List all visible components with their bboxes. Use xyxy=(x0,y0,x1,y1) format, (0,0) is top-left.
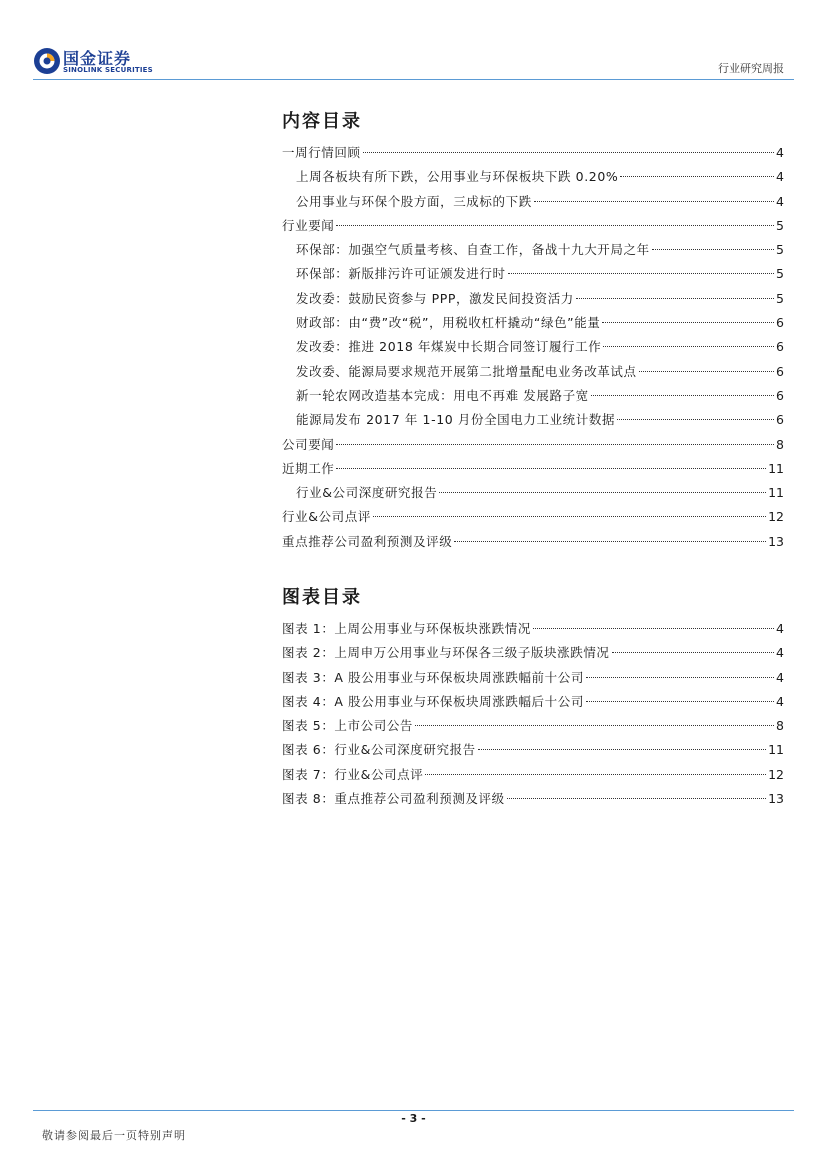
toc-entry[interactable] xyxy=(282,530,784,554)
figure-entry[interactable] xyxy=(282,690,784,714)
toc-entry[interactable] xyxy=(282,190,784,214)
figure-entry[interactable] xyxy=(282,666,784,690)
figure-entry-page[interactable]: 4 xyxy=(776,621,784,636)
figure-entry-page[interactable]: 4 xyxy=(776,693,784,709)
toc-list xyxy=(282,141,784,554)
toc-entry-page[interactable]: 6 xyxy=(776,339,784,355)
company-logo xyxy=(33,47,163,79)
dot-leader xyxy=(425,774,766,775)
logo-mark-icon xyxy=(33,47,61,75)
toc-entry-page[interactable]: 4 xyxy=(776,169,784,185)
toc-entry-page[interactable]: 6 xyxy=(776,412,784,428)
dot-leader xyxy=(586,701,774,702)
figure-entry-page[interactable]: 12 xyxy=(768,766,784,782)
toc-entry-title[interactable]: 行业要闻 xyxy=(282,217,335,233)
figure-entry-page[interactable]: 13 xyxy=(768,791,784,807)
logo-english-text: SINOLINK SECURITIES xyxy=(63,66,153,74)
page-number: - 3 - xyxy=(401,1112,426,1125)
toc-entry-title[interactable]: 环保部：加强空气质量考核、自查工作，备战十九大开局之年 xyxy=(296,242,650,258)
toc-entry-title[interactable]: 能源局发布 2017 年 1-10 月份全国电力工业统计数据 xyxy=(296,412,616,428)
toc-entry[interactable] xyxy=(282,311,784,335)
toc-entry[interactable] xyxy=(282,214,784,238)
toc-entry-title[interactable]: 环保部：新版排污许可证颁发进行时 xyxy=(296,266,506,282)
figure-entry-page[interactable]: 11 xyxy=(768,742,784,758)
toc-entry-page[interactable]: 6 xyxy=(776,363,784,379)
toc-entry[interactable] xyxy=(282,287,784,311)
toc-entry-title[interactable]: 发改委、能源局要求规范开展第二批增量配电业务改革试点 xyxy=(296,363,637,379)
header-divider xyxy=(33,79,794,80)
dot-leader xyxy=(373,516,766,517)
toc-entry-title[interactable]: 行业&公司深度研究报告 xyxy=(296,485,438,501)
dot-leader xyxy=(454,541,766,542)
toc-entry[interactable] xyxy=(282,481,784,505)
toc-entry[interactable] xyxy=(282,262,784,286)
footer-divider xyxy=(33,1110,794,1111)
toc-entry[interactable] xyxy=(282,141,784,165)
dot-leader xyxy=(363,152,774,153)
figure-entry-title[interactable]: 图表 5：上市公司公告 xyxy=(282,718,414,734)
figure-entry-title[interactable]: 图表 6：行业&公司深度研究报告 xyxy=(282,742,476,758)
figure-entry[interactable] xyxy=(282,763,784,787)
toc-entry-page[interactable]: 5 xyxy=(776,217,784,233)
toc-entry-title[interactable]: 行业&公司点评 xyxy=(282,509,371,525)
figure-entry[interactable] xyxy=(282,641,784,665)
report-type-label: 行业研究周报 xyxy=(718,62,784,75)
dot-leader xyxy=(336,225,774,226)
toc-entry[interactable] xyxy=(282,408,784,432)
footer-disclaimer: 敬请参阅最后一页特别声明 xyxy=(42,1129,186,1142)
dot-leader xyxy=(576,298,774,299)
toc-entry-page[interactable]: 8 xyxy=(776,436,784,452)
figure-entry-title[interactable]: 图表 4：A 股公用事业与环保板块周涨跌幅后十公司 xyxy=(282,693,584,709)
dot-leader xyxy=(652,249,774,250)
dot-leader xyxy=(603,346,774,347)
figure-entry-page[interactable]: 4 xyxy=(776,669,784,685)
toc-entry[interactable] xyxy=(282,335,784,359)
figure-entry[interactable] xyxy=(282,738,784,762)
dot-leader xyxy=(586,677,774,678)
toc-entry-page[interactable]: 5 xyxy=(776,242,784,258)
dot-leader xyxy=(415,725,774,726)
dot-leader xyxy=(533,628,774,629)
toc-entry-page[interactable]: 4 xyxy=(776,145,784,160)
toc-entry-page[interactable]: 13 xyxy=(768,533,784,549)
toc-entry-page[interactable]: 12 xyxy=(768,509,784,525)
toc-entry-title[interactable]: 上周各板块有所下跌，公用事业与环保板块下跌 0.20% xyxy=(296,169,619,185)
toc-entry-title[interactable]: 一周行情回顾 xyxy=(282,145,361,160)
content-toc xyxy=(282,109,784,554)
dot-leader xyxy=(336,444,774,445)
toc-entry-page[interactable]: 6 xyxy=(776,315,784,331)
figure-toc xyxy=(282,585,784,811)
toc-entry-title[interactable]: 新一轮农网改造基本完成：用电不再难 发展路子宽 xyxy=(296,387,589,403)
figure-entry-page[interactable]: 4 xyxy=(776,645,784,661)
toc-entry-title[interactable]: 财政部：由“费”改“税”，用税收杠杆撬动“绿色”能量 xyxy=(296,315,601,331)
toc-entry-title[interactable]: 公用事业与环保个股方面，三成标的下跌 xyxy=(296,193,532,209)
toc-entry[interactable] xyxy=(282,360,784,384)
page-header xyxy=(0,0,827,80)
toc-entry-page[interactable]: 11 xyxy=(768,485,784,501)
dot-leader xyxy=(508,273,774,274)
logo-chinese-text: 国金证券 xyxy=(63,49,132,68)
toc-entry[interactable] xyxy=(282,165,784,189)
figure-entry-title[interactable]: 图表 3：A 股公用事业与环保板块周涨跌幅前十公司 xyxy=(282,669,584,685)
toc-entry[interactable] xyxy=(282,433,784,457)
dot-leader xyxy=(639,371,774,372)
dot-leader xyxy=(534,201,774,202)
figure-toc-title: 图表目录 xyxy=(282,587,362,608)
toc-entry-page[interactable]: 11 xyxy=(768,460,784,476)
figure-list xyxy=(282,617,784,811)
dot-leader xyxy=(507,798,766,799)
toc-entry-page[interactable]: 6 xyxy=(776,387,784,403)
dot-leader xyxy=(612,652,775,653)
toc-entry-title[interactable]: 发改委：鼓励民资参与 PPP，激发民间投资活力 xyxy=(296,290,574,306)
figure-entry-title[interactable]: 图表 7：行业&公司点评 xyxy=(282,766,424,782)
figure-entry-title[interactable]: 图表 1：上周公用事业与环保板块涨跌情况 xyxy=(282,621,531,636)
dot-leader xyxy=(439,492,766,493)
figure-entry[interactable] xyxy=(282,787,784,811)
toc-entry-page[interactable]: 5 xyxy=(776,290,784,306)
toc-entry-title[interactable]: 公司要闻 xyxy=(282,436,335,452)
toc-entry-title[interactable]: 发改委：推进 2018 年煤炭中长期合同签订履行工作 xyxy=(296,339,602,355)
figure-entry[interactable] xyxy=(282,714,784,738)
dot-leader xyxy=(478,749,766,750)
dot-leader xyxy=(336,468,766,469)
dot-leader xyxy=(602,322,774,323)
dot-leader xyxy=(620,176,774,177)
toc-title: 内容目录 xyxy=(282,111,362,132)
toc-entry[interactable] xyxy=(282,505,784,529)
toc-entry-title[interactable]: 重点推荐公司盈利预测及评级 xyxy=(282,533,453,549)
figure-entry[interactable] xyxy=(282,617,784,641)
toc-entry[interactable] xyxy=(282,384,784,408)
figure-entry-page[interactable]: 8 xyxy=(776,718,784,734)
toc-entry-page[interactable]: 4 xyxy=(776,193,784,209)
toc-entry-page[interactable]: 5 xyxy=(776,266,784,282)
figure-entry-title[interactable]: 图表 2：上周申万公用事业与环保各三级子版块涨跌情况 xyxy=(282,645,610,661)
toc-entry[interactable] xyxy=(282,238,784,262)
dot-leader xyxy=(591,395,774,396)
figure-entry-title[interactable]: 图表 8：重点推荐公司盈利预测及评级 xyxy=(282,791,505,807)
toc-entry[interactable] xyxy=(282,457,784,481)
toc-entry-title[interactable]: 近期工作 xyxy=(282,460,335,476)
dot-leader xyxy=(617,419,774,420)
